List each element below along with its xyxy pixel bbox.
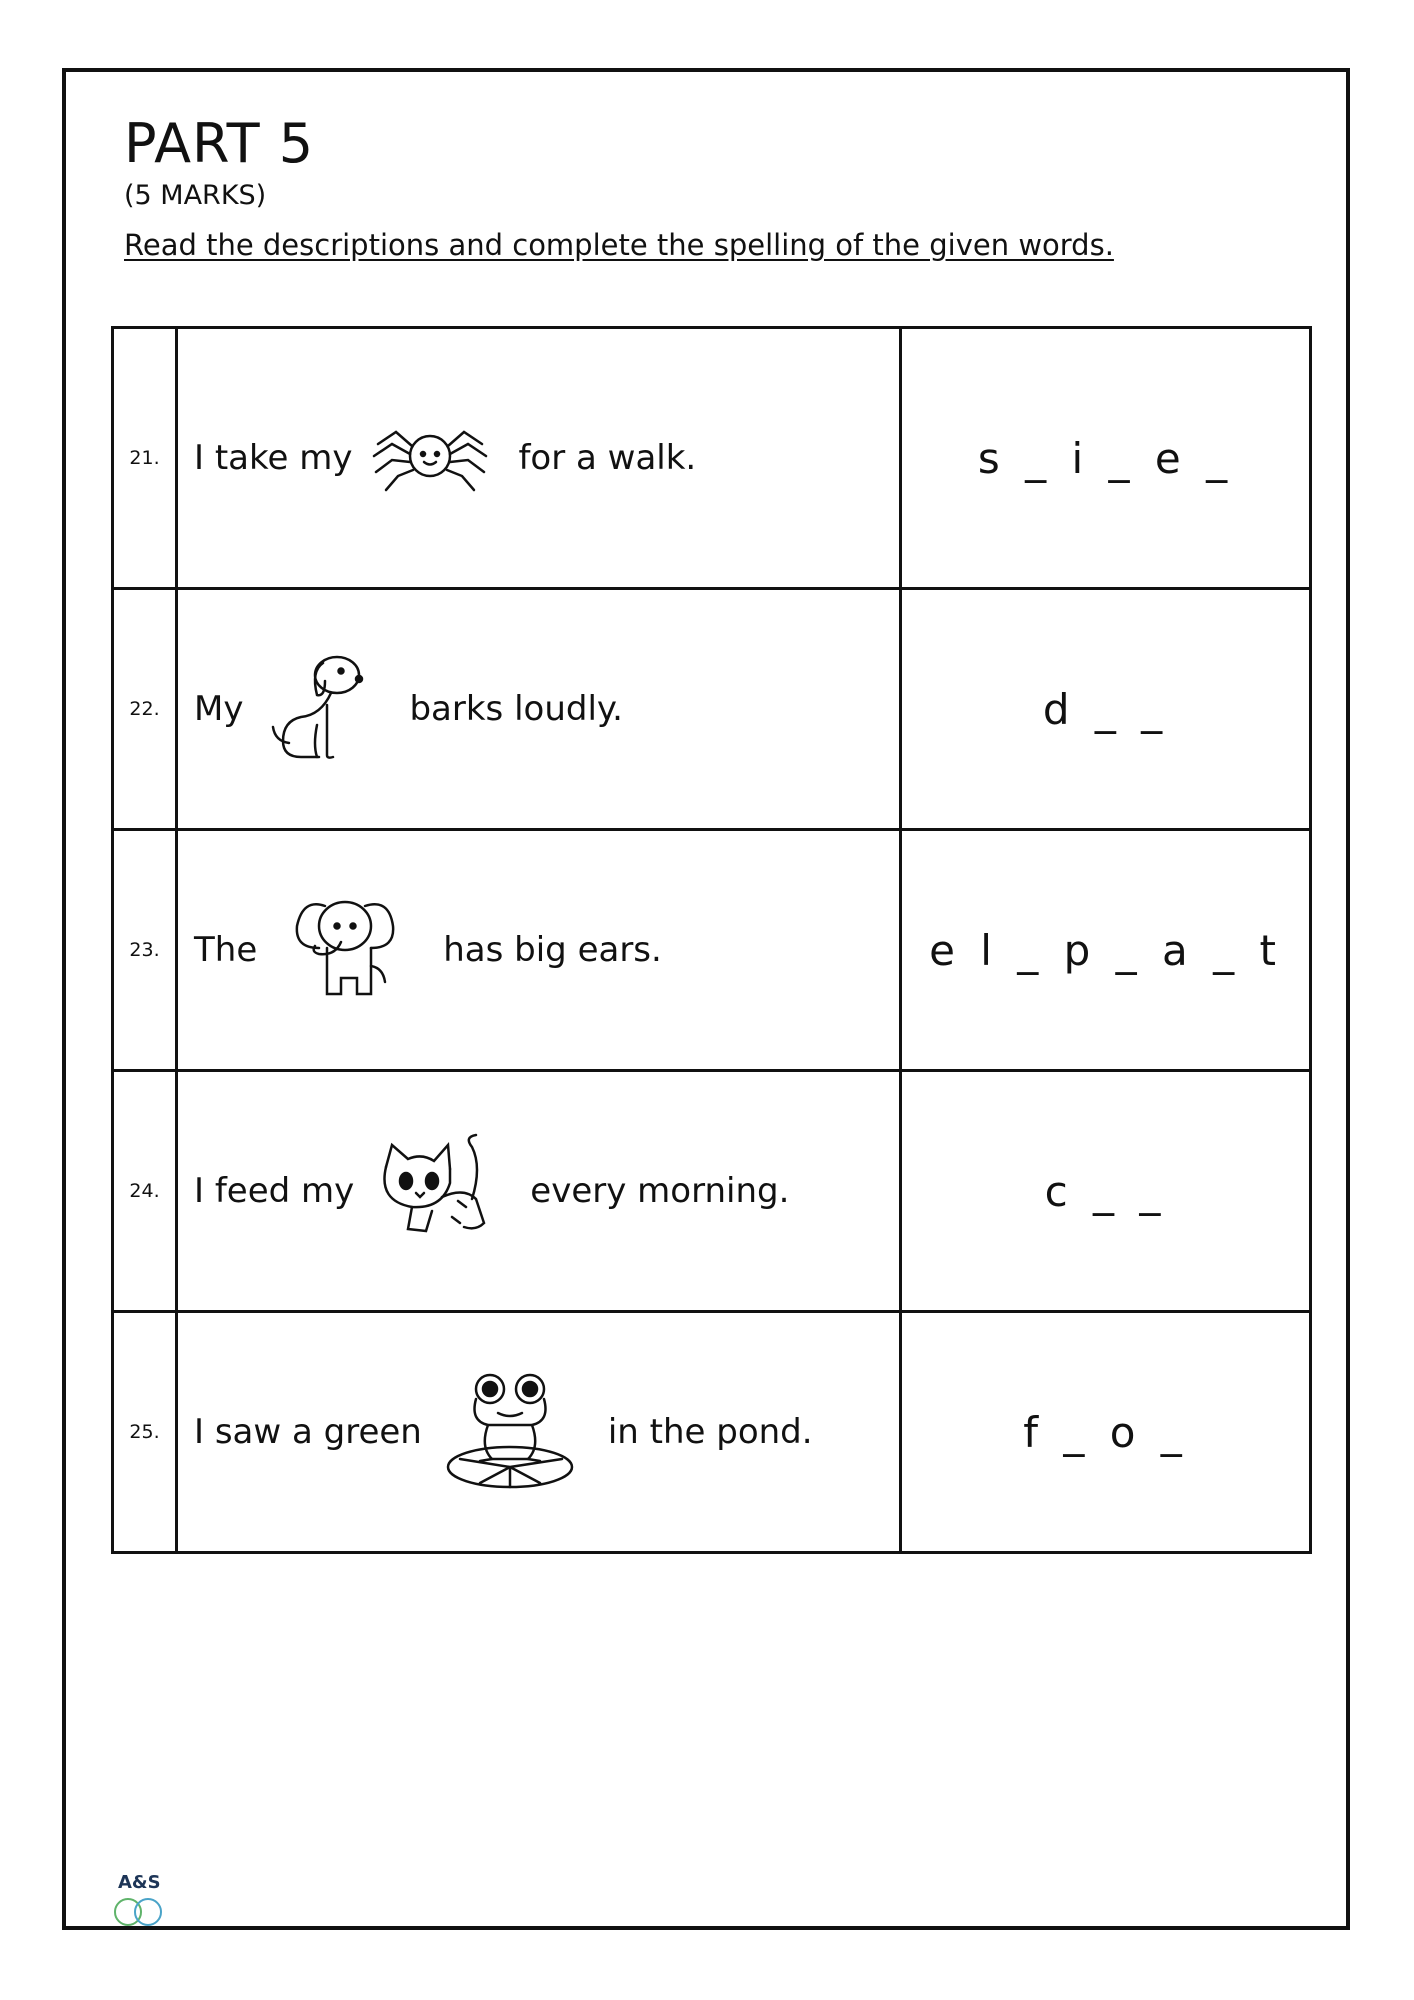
- table-row: [113, 1312, 1311, 1553]
- spelling-table: [111, 326, 1312, 1554]
- sentence-cell: [177, 328, 901, 589]
- sentence-after: for a walk.: [518, 438, 697, 478]
- sentence-cell: [177, 1071, 901, 1312]
- spider-icon: [370, 414, 490, 503]
- answer-blank[interactable]: c _ _: [901, 1071, 1311, 1312]
- table-row: [113, 328, 1311, 589]
- answer-blank[interactable]: s _ i _ e _: [901, 328, 1311, 589]
- elephant-icon: [275, 886, 415, 1015]
- question-number: 23.: [113, 830, 177, 1071]
- question-number: 22.: [113, 589, 177, 830]
- sentence-before: My: [194, 689, 244, 729]
- sentence-after: barks loudly.: [409, 689, 623, 729]
- instruction: Read the descriptions and complete the spelling of the given words.: [124, 228, 1114, 262]
- logo-text: A&S: [118, 1872, 161, 1893]
- sentence-cell: [177, 589, 901, 830]
- table-row: [113, 1071, 1311, 1312]
- table-row: [113, 589, 1311, 830]
- sentence-cell: [177, 830, 901, 1071]
- frog-icon: [440, 1363, 580, 1502]
- part-title: PART 5: [124, 112, 315, 175]
- sentence-before: I saw a green: [194, 1412, 422, 1452]
- question-number: 24.: [113, 1071, 177, 1312]
- answer-blank[interactable]: d _ _: [901, 589, 1311, 830]
- table-row: [113, 830, 1311, 1071]
- sentence-before: I take my: [194, 438, 353, 478]
- answer-blank[interactable]: f _ o _: [901, 1312, 1311, 1553]
- sentence-before: The: [194, 930, 258, 970]
- cat-icon: [372, 1127, 502, 1256]
- question-number: 21.: [113, 328, 177, 589]
- sentence-after: has big ears.: [443, 930, 662, 970]
- sentence-after: every morning.: [530, 1171, 790, 1211]
- answer-blank[interactable]: e l _ p _ a _ t: [901, 830, 1311, 1071]
- dog-icon: [261, 645, 381, 774]
- part-marks: (5 MARKS): [124, 180, 267, 211]
- sentence-cell: [177, 1312, 901, 1553]
- sentence-before: I feed my: [194, 1171, 355, 1211]
- sentence-after: in the pond.: [607, 1412, 813, 1452]
- question-number: 25.: [113, 1312, 177, 1553]
